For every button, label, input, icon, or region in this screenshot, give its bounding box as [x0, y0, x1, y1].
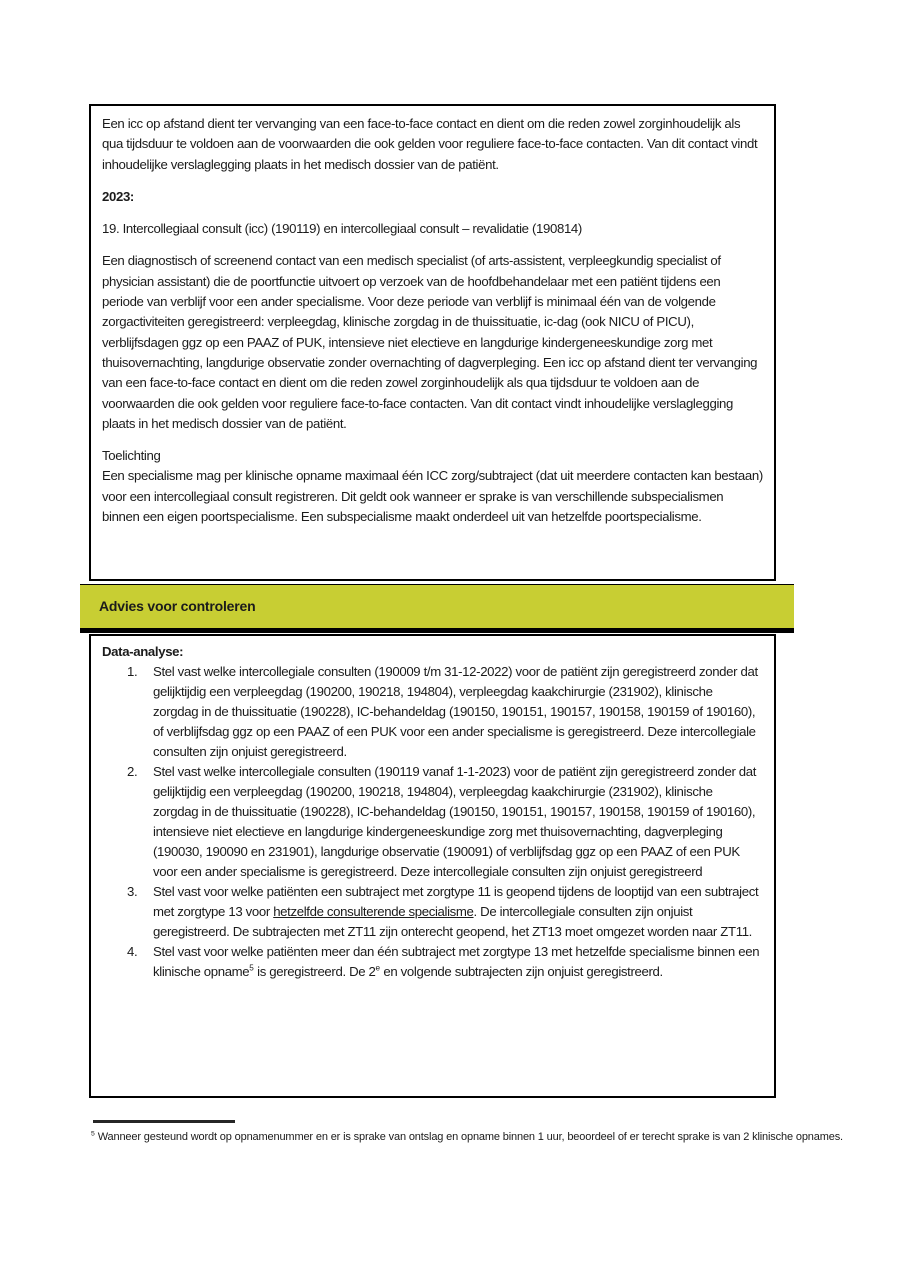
item-text-underlined: hetzelfde consulterende specialisme: [273, 904, 474, 920]
item-19-heading: 19. Intercollegiaal consult (icc) (190119) en intercollegiaal consult – revalidatie (190814): [102, 221, 582, 237]
advice-banner-label: Advies voor controleren: [99, 598, 256, 615]
year-heading: 2023:: [102, 188, 134, 204]
item-text-pre: Stel vast voor welke patiënten meer dan één subtraject met zorgtype 13 met hetzelfde specialisme binnen een klinische opname: [153, 944, 760, 980]
advice-banner: [80, 584, 794, 633]
paragraph-definition: Een diagnostisch of screenend contact van een medisch specialist (of arts-assistent, verpleegkundig specialist of physician assistant) die de poortfunctie uitvoert op verzoek van de hoofdbehandelaar met een patiënt tijdens een periode van verblijf voor een ander specialisme. Voor deze periode van verblijf is minimaal één van de volgende zorgactiviteiten geregistreerd: verpleegdag, klinische zorgdag in de thuissituatie, ic-dag (ook NICU of PICU), verblijfsdagen ggz op een PAAZ of PUK, intensieve niet electieve en langdurige kindergeneeskundige zorg met thuisovernachting, langdurige observatie zonder overnachting of dagverpleging. Een icc op afstand dient ter vervanging van een face-to-face contact en dient om die reden zowel zorginhoudelijk als qua tijdsduur te voldoen aan de voorwaarden die ook gelden voor reguliere face-to-face contacten. Van dit contact vindt inhoudelijke verslaglegging plaats in het medisch dossier van de patiënt.: [102, 253, 758, 431]
toelichting-block: [102, 446, 763, 527]
item-number: 1.: [127, 664, 138, 680]
item-text-pre: Stel vast voor welke patiënten een subtraject met zorgtype 11 is geopend tijdens de looptijd van een subtraject met zorgtype 13 voor: [153, 884, 759, 920]
footnote-text: Wanneer gesteund wordt op opnamenummer en er is sprake van ontslag en opname binnen 1 uur, beoordeel of er terecht sprake is van 2 klinische opnames.: [97, 1131, 843, 1143]
item-text: [153, 882, 763, 942]
data-analysis-heading: Data-analyse:: [102, 644, 184, 659]
item-text: Stel vast welke intercollegiale consulten (190119 vanaf 1-1-2023) voor de patiënt zijn geregistreerd zonder dat gelijktijdig een verpleegdag (190200, 190218, 194804), verpleegdag kaakchirurgie (231902), klinische zorgdag in de thuissituatie (190228), IC-behandeldag (190150, 190151, 190157, 190158, 190159 of 190160), intensieve niet electieve en langdurige kindergeneeskundige zorg met thuisovernachting, dagverpleging (190030, 190090 en 231901), langdurige observatie (190091) of verblijfsdag ggz op een PAAZ of een PUK voor een ander specialisme is geregistreerd. Deze intercollegiale consulten zijn onjuist geregistreerd: [153, 764, 757, 880]
analysis-item-3: [102, 882, 763, 942]
item-number: 2.: [127, 764, 138, 780]
ordinal-superscript: e: [375, 963, 381, 973]
analysis-item-1: [102, 662, 763, 762]
item-text-post: . De intercollegiale consulten zijn onjuist geregistreerd. De subtrajecten met ZT11 zijn onterecht geopend, het ZT13 moet omgezet worden naar ZT11.: [153, 904, 752, 940]
footnote-marker: 5: [91, 1130, 95, 1138]
toelichting-text: Een specialisme mag per klinische opname maximaal één ICC zorg/subtraject (dat uit meerdere contacten kan bestaan) voor een intercollegiaal consult registreren. Dit geldt ook wanneer er sprake is van verschillende subspecialismen binnen een eigen poortspecialisme. Een subspecialisme maakt onderdeel uit van hetzelfde poortspecialisme.: [102, 468, 763, 525]
item-number: 4.: [127, 944, 138, 960]
footnote-reference: 5: [249, 963, 254, 973]
item-text-mid: is geregistreerd. De 2: [253, 964, 376, 980]
paragraph-icc-op-afstand: Een icc op afstand dient ter vervanging van een face-to-face contact en dient om die reden zowel zorginhoudelijk als qua tijdsduur te voldoen aan de voorwaarden die ook gelden voor reguliere face-to-face contacten. Van dit contact vindt inhoudelijke verslaglegging plaats in het medisch dossier van de patiënt.: [102, 116, 758, 172]
item-text: Stel vast welke intercollegiale consulten (190009 t/m 31-12-2022) voor de patiënt zijn geregistreerd zonder dat gelijktijdig een verpleegdag (190200, 190218, 194804), verpleegdag kaakchirurgie (231902), klinische zorgdag in de thuissituatie (190228), IC-behandeldag (190150, 190151, 190157, 190158, 190159 of 190160), of verblijfsdag ggz op een PAAZ of een PUK voor een ander specialisme is geregistreerd. Deze intercollegiale consulten zijn onjuist geregistreerd.: [153, 664, 758, 760]
data-analysis-box: [89, 634, 776, 1098]
regulation-description-box: [89, 104, 776, 581]
item-text-post: en volgende subtrajecten zijn onjuist geregistreerd.: [380, 964, 663, 980]
analysis-item-4: [102, 942, 763, 982]
analysis-item-2: [102, 762, 763, 882]
item-number: 3.: [127, 884, 138, 900]
footnote: [91, 1130, 877, 1146]
toelichting-label: Toelichting: [102, 448, 161, 464]
item-text: [153, 942, 763, 982]
footnote-divider: [93, 1120, 235, 1123]
